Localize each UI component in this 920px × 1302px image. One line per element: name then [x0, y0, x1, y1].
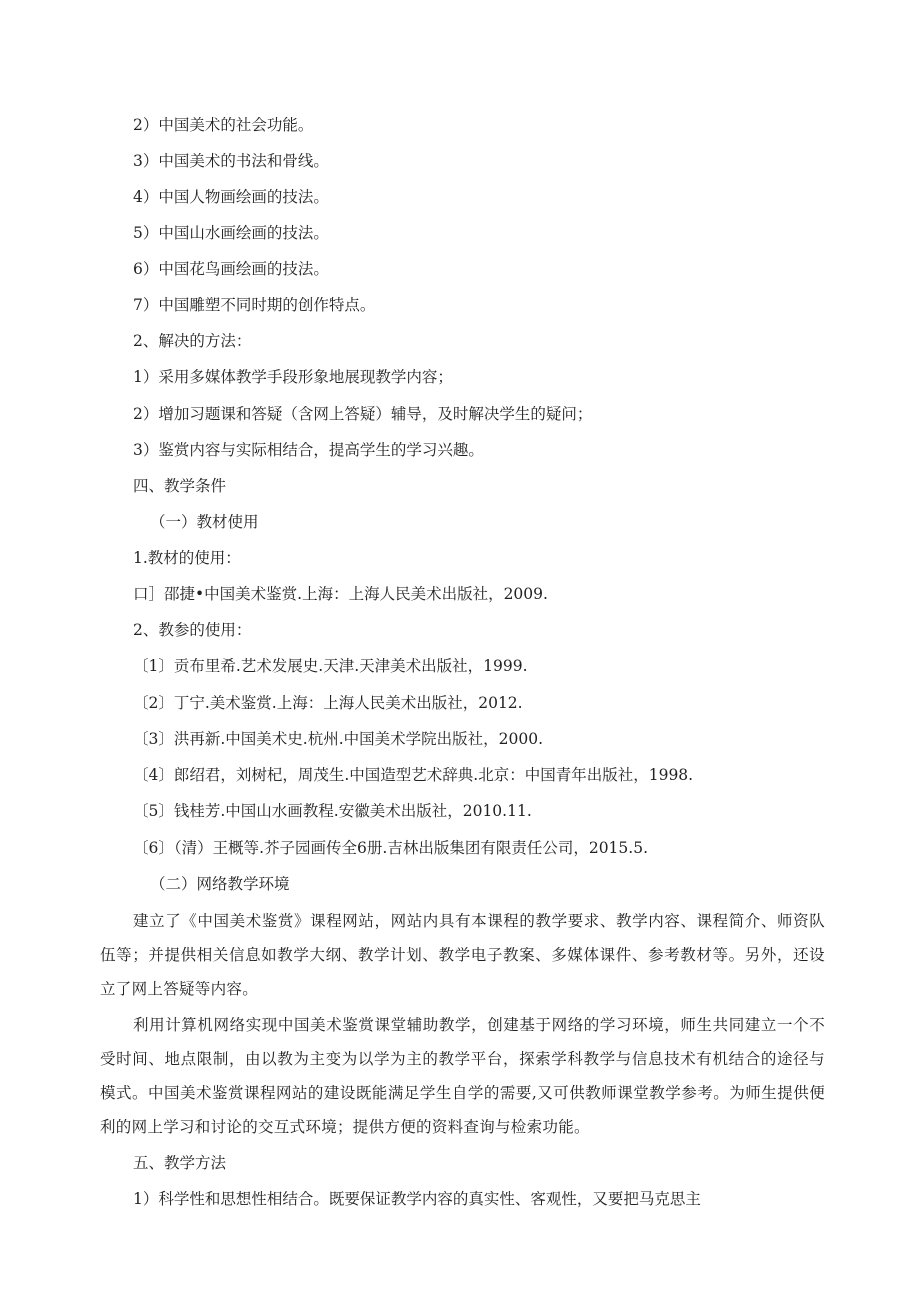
text-line: 4）中国人物画绘画的技法。: [133, 188, 329, 206]
text-line: 3）中国美术的书法和骨线。: [133, 152, 329, 170]
paragraph: 建立了《中国美术鉴赏》课程网站，网站内具有本课程的教学要求、教学内容、课程简介、师资队伍等；并提供相关信息如教学大纲、教学计划、教学电子教案、多媒体课件、参考教材等。另外，还设立了网上答疑等内容。: [100, 912, 825, 998]
text-line: 2）中国美术的社会功能。: [133, 116, 314, 134]
reference-item: 〔4〕郎绍君，刘树杞，周茂生.中国造型艺术辞典.北京：中国青年出版社，1998.: [133, 766, 694, 784]
text-line: 5）中国山水画绘画的技法。: [133, 224, 329, 242]
text-line: 1）采用多媒体教学手段形象地展现教学内容；: [133, 368, 453, 386]
text-line: 2、解决的方法：: [133, 332, 252, 350]
text-line: 3）鉴赏内容与实际相结合，提高学生的学习兴趣。: [133, 441, 484, 459]
subsection-heading: （二）网络教学环境: [150, 875, 290, 893]
section-heading: 五、教学方法: [133, 1154, 227, 1172]
reference-item: 〔3〕洪再新.中国美术史.杭州.中国美术学院出版社，2000.: [133, 730, 544, 748]
text-line: 1.教材的使用：: [133, 549, 241, 567]
paragraph: 利用计算机网络实现中国美术鉴赏课堂辅助教学，创建基于网络的学习环境，师生共同建立一个不受时间、地点限制，由以教为主变为以学为主的教学平台，探索学科教学与信息技术有机结合的途径与模式。中国美术鉴赏课程网站的建设既能满足学生自学的需要,又可供教师课堂教学参考。为师生提供便利的网上学习和讨论的交互式环境；提供方便的资料查询与检索功能。: [100, 1016, 825, 1136]
subsection-heading: （一）教材使用: [150, 513, 259, 531]
text-line: 2）增加习题课和答疑（含网上答疑）辅导，及时解决学生的疑问；: [133, 405, 593, 423]
reference-item: 〔5〕钱桂芳.中国山水画教程.安徽美术出版社，2010.11.: [133, 802, 532, 820]
reference-item: 〔2〕丁宁.美术鉴赏.上海：上海人民美术出版社，2012.: [133, 694, 523, 712]
text-line: 1）科学性和思想性相结合。既要保证教学内容的真实性、客观性，又要把马克思主: [133, 1190, 701, 1208]
text-line: 7）中国雕塑不同时期的创作特点。: [133, 296, 376, 314]
text-line: 6）中国花鸟画绘画的技法。: [133, 260, 329, 278]
text-line: 2、教参的使用：: [133, 621, 252, 639]
reference-item: 〔1〕贡布里希.艺术发展史.天津.天津美术出版社，1999.: [133, 657, 528, 675]
reference-item: 口］邵捷•中国美术鉴赏.上海：上海人民美术出版社，2009.: [133, 585, 548, 603]
section-heading: 四、教学条件: [133, 477, 227, 495]
reference-item: 〔6〕（清）王概等.芥子园画传全6册.吉林出版集团有限责任公司，2015.5.: [133, 839, 648, 857]
